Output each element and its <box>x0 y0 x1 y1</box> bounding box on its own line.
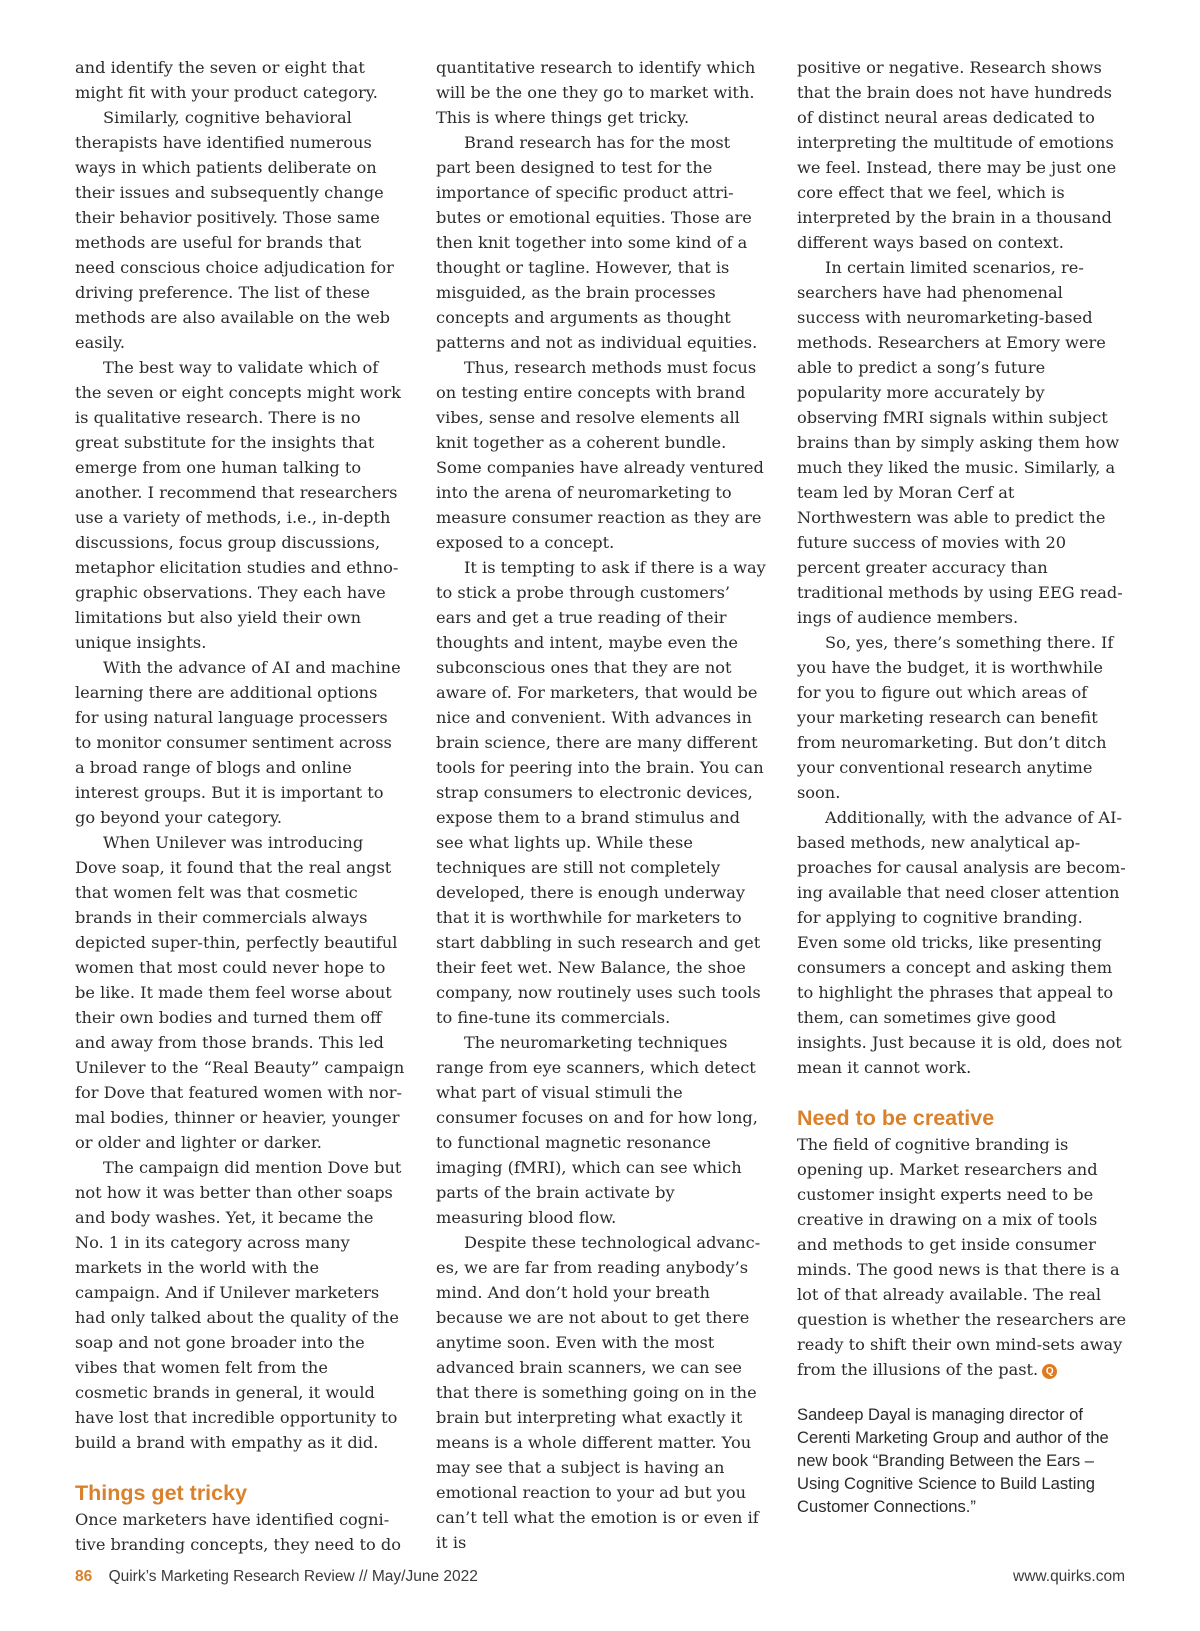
paragraph: In certain limited scenarios, researchers have had phenomenal success with neuromarketing-based methods. Researchers at Emory were able to predict a song’s future popularity more accurately by observing fMRI signals within subject brains than by simply asking them how much they liked the music. Similarly, a team led by Moran Cerf at Northwestern was able to predict the future success of movies with 20 percent greater accuracy than traditional methods by using EEG readings of audience members. <box>797 258 1123 627</box>
paragraph: Despite these technological advances, we are far from reading anybody’s mind. And don’t hold your breath because we are not about to get there anytime soon. Even with the most advanced brain scanners, we can see that there is something going on in the brain but interpreting what exactly it means is a whole different matter. You may see that a subject is having an emotional reaction to your ad but you can’t tell what the emotion is or even if it is <box>436 1233 761 1552</box>
page-footer <box>75 1568 1125 1592</box>
website-link[interactable]: www.quirks.com <box>1013 1568 1125 1585</box>
page-number: 86 <box>75 1568 93 1585</box>
article-column-2 <box>436 55 766 1555</box>
author-bio: Sandeep Dayal is managing director of Cerenti Marketing Group and author of the new book “Branding Between the Ears – Using Cognitive Science to Build Lasting Customer Connections.” <box>797 1405 1109 1516</box>
paragraph: Brand research has for the most part been designed to test for the importance of specific product attributes or emotional equities. Those are then knit together into some kind of a thought or tagline. However, that is misguided, as the brain processes concepts and arguments as thought patterns and not as individual equities. <box>436 133 758 352</box>
paragraph: With the advance of AI and machine learning there are additional options for using natural language processers to monitor consumer sentiment across a broad range of blogs and online interest groups. But it is important to go beyond your category. <box>75 658 401 827</box>
publication-title: Quirk’s Marketing Research Review // May/June 2022 <box>108 1568 478 1585</box>
paragraph: quantitative research to identify which will be the one they go to market with. This is where things get tricky. <box>436 58 756 127</box>
paragraph: So, yes, there’s something there. If you have the budget, it is worthwhile for you to figure out which areas of your marketing research can benefit from neuromarketing. But don’t ditch your conventional research anytime soon. <box>797 633 1114 802</box>
paragraph: Additionally, with the advance of AI-based methods, new analytical approaches for causal analysis are becoming available that need closer attention for applying to cognitive branding. Even some old tricks, like presenting consumers a concept and asking them to highlight the phrases that appeal to them, can sometimes give good insights. Just because it is old, does not mean it cannot work. <box>797 808 1126 1077</box>
section-heading-need-to-be-creative: Need to be creative <box>797 1106 995 1130</box>
paragraph: Once marketers have identified cognitive branding concepts, they need to do <box>75 1510 401 1554</box>
end-of-article-icon: Q <box>1042 1364 1057 1379</box>
paragraph: It is tempting to ask if there is a way to stick a probe through customers’ ears and get a true reading of their thoughts and intent, maybe even the subconscious ones that they are not aware of. For marketers, that would be nice and convenient. With advances in brain science, there are many different tools for peering into the brain. You can strap consumers to electronic devices, expose them to a brand stimulus and see what lights up. While these techniques are still not completely developed, there is enough underway that it is worthwhile for marketers to start dabbling in such research and get their feet wet. New Balance, the shoe company, now routinely uses such tools to fine-tune its commercials. <box>436 558 766 1027</box>
paragraph: When Unilever was introducing Dove soap, it found that the real angst that women felt was that cosmetic brands in their commercials always depicted super-thin, perfectly beautiful women that most could never hope to be like. It made them feel worse about their own bodies and turned them off and away from those brands. This led Unilever to the “Real Beauty” campaign for Dove that featured women with normal bodies, thinner or heavier, younger or older and lighter or darker. <box>75 833 405 1152</box>
paragraph: and identify the seven or eight that might fit with your product category. <box>75 58 378 102</box>
article-column-3 <box>797 55 1127 1518</box>
section-heading-things-get-tricky: Things get tricky <box>75 1481 248 1505</box>
paragraph: positive or negative. Research shows that the brain does not have hundreds of distinct neural areas dedicated to interpreting the multitude of emotions we feel. Instead, there may be just one core effect that we feel, which is interpreted by the brain in a thousand different ways based on context. <box>797 58 1117 252</box>
article-column-1 <box>75 55 405 1557</box>
closing-paragraph-text: The field of cognitive branding is opening up. Market researchers and customer insight experts need to be creative in drawing on a mix of tools and methods to get inside consumer minds. The good news is that there is a lot of that already available. The real question is whether the researchers are ready to shift their own mind-sets away from the illusions of the past. <box>797 1135 1127 1379</box>
paragraph: Thus, research methods must focus on testing entire concepts with brand vibes, sense and resolve elements all knit together as a coherent bundle. Some companies have already ventured into the arena of neuromarketing to measure consumer reaction as they are exposed to a concept. <box>436 358 764 552</box>
paragraph <box>797 1132 1127 1382</box>
paragraph: The best way to validate which of the seven or eight concepts might work is qualitative research. There is no great substitute for the insights that emerge from one human talking to another. I recommend that researchers use a variety of methods, i.e., in-depth discussions, focus group discussions, metaphor elicitation studies and ethnographic observations. They each have limitations but also yield their own unique insights. <box>75 358 401 652</box>
paragraph: The neuromarketing techniques range from eye scanners, which detect what part of visual stimuli the consumer focuses on and for how long, to functional magnetic resonance imaging (fMRI), which can see which parts of the brain activate by measuring blood flow. <box>436 1033 758 1227</box>
paragraph: The campaign did mention Dove but not how it was better than other soaps and body washes. Yet, it became the No. 1 in its category across many markets in the world with the campaign. And if Unilever marketers had only talked about the quality of the soap and not gone broader into the vibes that women felt from the cosmetic brands in general, it would have lost that incredible opportunity to build a brand with empathy as it did. <box>75 1158 402 1452</box>
paragraph: Similarly, cognitive behavioral therapists have identified numerous ways in which patients deliberate on their issues and subsequently change their behavior positively. Those same methods are useful for brands that need conscious choice adjudication for driving preference. The list of these methods are also available on the web easily. <box>75 108 394 352</box>
